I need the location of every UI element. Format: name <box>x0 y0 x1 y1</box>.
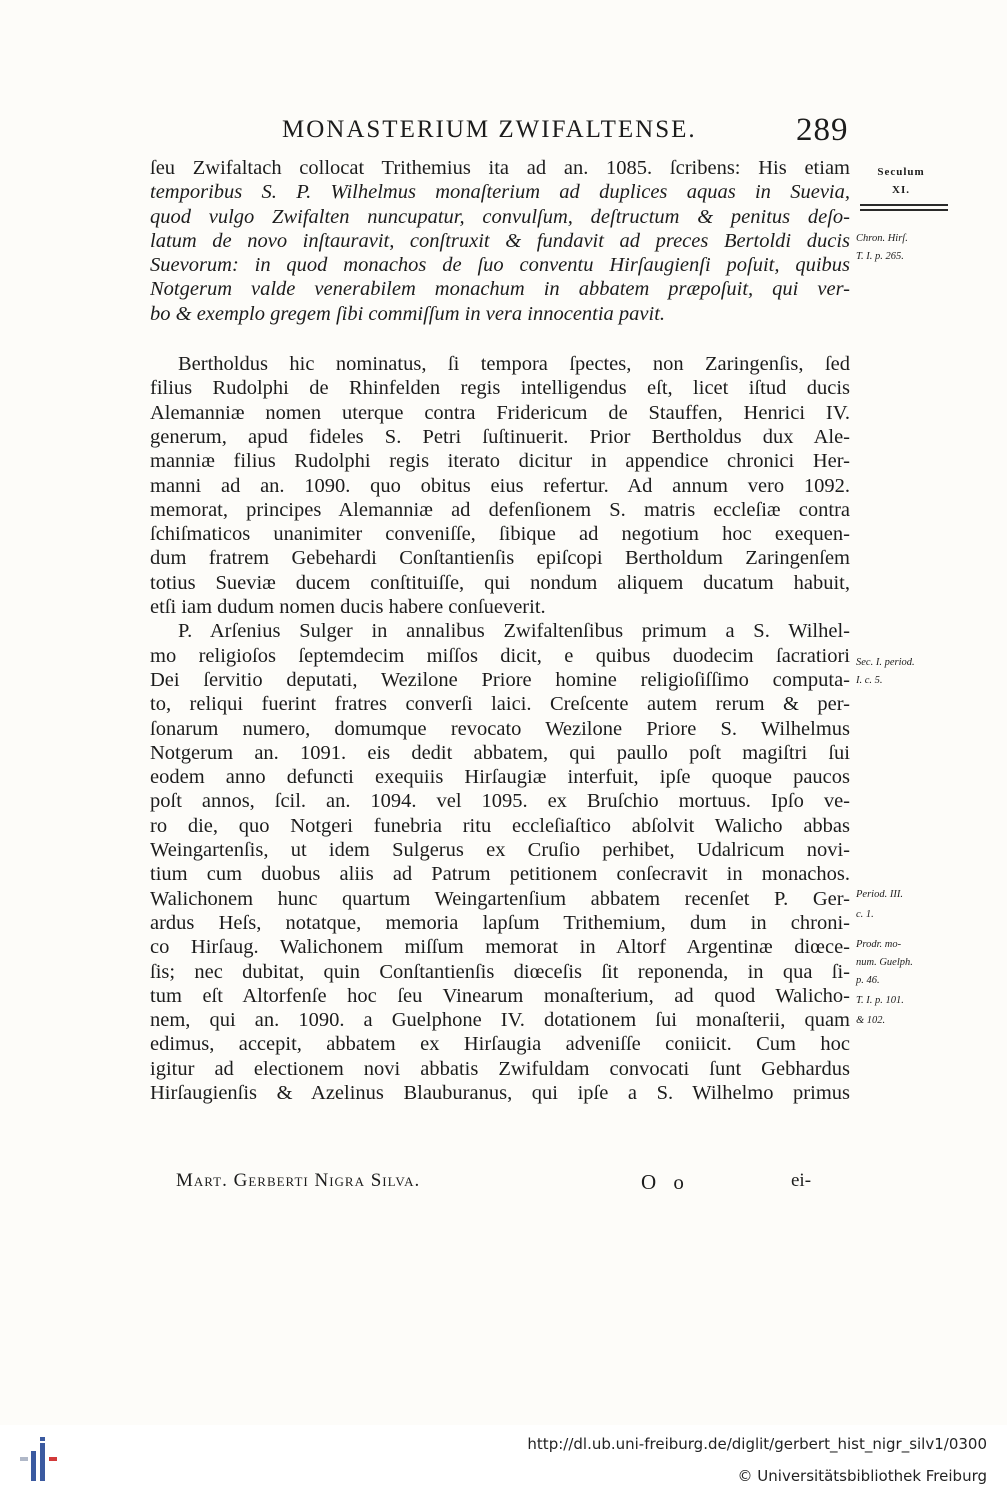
text-line: dum fratrem Gebehardi Conſtantienſis epiſcopi Bertholdum Zaringenſem <box>150 547 850 570</box>
signature-line <box>176 1170 826 1196</box>
margin-rule <box>860 204 948 206</box>
text-line: eodem anno defuncti exequiis Hirſaugiæ interfuit, ipſe quoque paucos <box>150 766 850 789</box>
page-number: 289 <box>796 112 849 148</box>
text-line: ardus Heſs, notatque, memoria lapſum Trithemium, dum in chroni- <box>150 911 850 934</box>
margin-rule <box>860 209 948 211</box>
text-line: manniæ filius Rudolphi regis iterato dicitur in appendice chronici Her- <box>150 450 850 473</box>
text-line: Walichonem hunc quartum Weingartenſium abbatem recenſet P. Ger- <box>150 887 850 910</box>
text-line: nem, qui an. 1090. a Guelphone IV. dotationem ſui monaſterii, quam <box>150 1009 850 1032</box>
margin-note-sec: Sec. I. period. <box>856 657 915 668</box>
paragraph-gap <box>150 326 850 352</box>
text-line: Alemanniæ nomen uterque contra Fridericum de Stauffen, Henrici IV. <box>150 401 850 424</box>
quote-line: Suevorum: in quod monachos de ſuo conventu Hirſaugienſi poſuit, quibus <box>150 254 850 277</box>
text-line: Weingartenſis, ut idem Sulgerus ex Cruſio perhibet, Udalricum novi- <box>150 839 850 862</box>
catchword: ei- <box>791 1170 812 1191</box>
margin-note-prodr: num. Guelph. <box>856 957 913 968</box>
text-line: filius Rudolphi de Rhinfelden regis intelligendus eſt, licet iſtud ducis <box>150 377 850 400</box>
text-line: co Hirſaug. Walichonem miſſum memorat in Altorf Argentinæ diœce- <box>150 936 850 959</box>
footer-url[interactable]: http://dl.ub.uni-freiburg.de/diglit/gerbert_hist_nigr_silv1/0300 <box>527 1435 987 1453</box>
running-title: MONASTERIUM ZWIFALTENSE. <box>282 116 697 143</box>
margin-note-sec: I. c. 5. <box>856 675 883 686</box>
main-text <box>150 156 850 1105</box>
margin-note-chron: Chron. Hirſ. <box>856 233 908 244</box>
margin-seculum-number: XI. <box>892 184 910 196</box>
text-line: mo religioſos ſeptemdecim miſſos dicit, e quibus duodecim ſacratiori <box>150 644 850 667</box>
text-line: ſchiſmaticos unanimiter conveniſſe, ſibique ad negotium hoc exequen- <box>150 523 850 546</box>
quote-line: ſeu Zwifaltach collocat Trithemius ita ad an. 1085. ſcribens: His etiam <box>150 157 850 179</box>
signature-author: Mart. Gerberti Nigra Silva. <box>176 1170 421 1191</box>
paragraph-bertholdus <box>150 352 850 619</box>
text-line: Notgerum an. 1091. eis dedit abbatem, qui paullo poſt magiſtri ſui <box>150 741 850 764</box>
margin-note-period: c. 1. <box>856 909 874 920</box>
signature-mark: O o <box>641 1170 690 1194</box>
margin-note-prodr: T. I. p. 101. <box>856 995 904 1006</box>
library-logo-icon <box>18 1437 64 1481</box>
text-line: tum eſt Altorfenſe hoc ſeu Vinearum monaſterium, ad quod Walicho- <box>150 984 850 1007</box>
quote-line: bo & exemplo gregem ſibi commiſſum in vera innocentia pavit. <box>150 302 666 325</box>
margin-note-prodr: & 102. <box>856 1015 886 1026</box>
text-line: Dei ſervitio deputati, Wezilone Priore homine religioſiſſimo computa- <box>150 668 850 691</box>
quote-line: temporibus S. P. Wilhelmus monaſterium ad duplices aquas in Suevia, <box>150 181 850 204</box>
page-header <box>0 112 1007 152</box>
text-line: generum, apud fideles S. Petri ſuſtinuerit. Prior Bertholdus dux Ale- <box>150 425 850 448</box>
footer <box>0 1425 1007 1496</box>
text-line: to, reliqui fuerint fratres converſi laici. Creſcente autem rerum & per- <box>150 693 850 716</box>
quotation-block <box>150 156 850 326</box>
text-line: Bertholdus hic nominatus, ſi tempora ſpectes, non Zaringenſis, ſed <box>178 353 850 376</box>
text-line: totius Sueviæ ducem conſtituiſſe, qui nondum aliquem ducatum habuit, <box>150 571 850 594</box>
text-line: manni ad an. 1090. quo obitus eius refertur. Ad annum vero 1092. <box>150 474 850 497</box>
text-line: P. Arſenius Sulger in annalibus Zwifaltenſibus primum a S. Wilhel- <box>178 620 850 643</box>
margin-note-prodr: p. 46. <box>856 975 880 986</box>
text-line: memorat, principes Alemanniæ ad defenſionem S. matris eccleſiæ contra <box>150 498 850 521</box>
text-line: ſonarum numero, domumque revocato Wezilone Priore S. Wilhelmus <box>150 717 850 740</box>
paragraph-arsenius <box>150 619 850 1105</box>
margin-note-period: Period. III. <box>856 889 903 900</box>
text-line: ro die, quo Notgeri funebria ritu eccleſiaſtico abſolvit Walicho abbas <box>150 814 850 837</box>
quote-line: Notgerum valde venerabilem monachum in abbatem præpoſuit, qui ver- <box>150 278 850 301</box>
margin-note-chron: T. I. p. 265. <box>856 251 904 262</box>
text-line: ſis; nec dubitat, quin Conſtantienſis diœceſis ſit reponenda, in qua ſi- <box>150 960 850 983</box>
quote-line: latum de novo inſtauravit, conſtruxit & fundavit ad preces Bertoldi ducis <box>150 229 850 252</box>
margin-note-prodr: Prodr. mo- <box>856 939 902 950</box>
text-line: etſi iam dudum nomen ducis habere conſueverit. <box>150 596 546 619</box>
footer-copyright: © Universitätsbibliothek Freiburg <box>737 1467 987 1485</box>
text-line: igitur ad electionem novi abbatis Zwifuldam convocati ſunt Gebhardus <box>150 1057 850 1080</box>
text-line: tium cum duobus aliis ad Patrum petitionem conſecravit in monachos. <box>150 863 850 886</box>
margin-seculum: Seculum <box>877 166 925 178</box>
quote-line: quod vulgo Zwifalten nuncupatur, convulſum, deſtructum & penitus deſo- <box>150 205 850 228</box>
text-line: poſt annos, ſcil. an. 1094. vel 1095. ex Bruſchio mortuus. Ipſo ve- <box>150 790 850 813</box>
text-line: edimus, accepit, abbatem ex Hirſaugia adveniſſe coniicit. Cum hoc <box>150 1033 850 1056</box>
text-line: Hirſaugienſis & Azelinus Blauburanus, qui ipſe a S. Wilhelmo primus <box>150 1081 850 1104</box>
